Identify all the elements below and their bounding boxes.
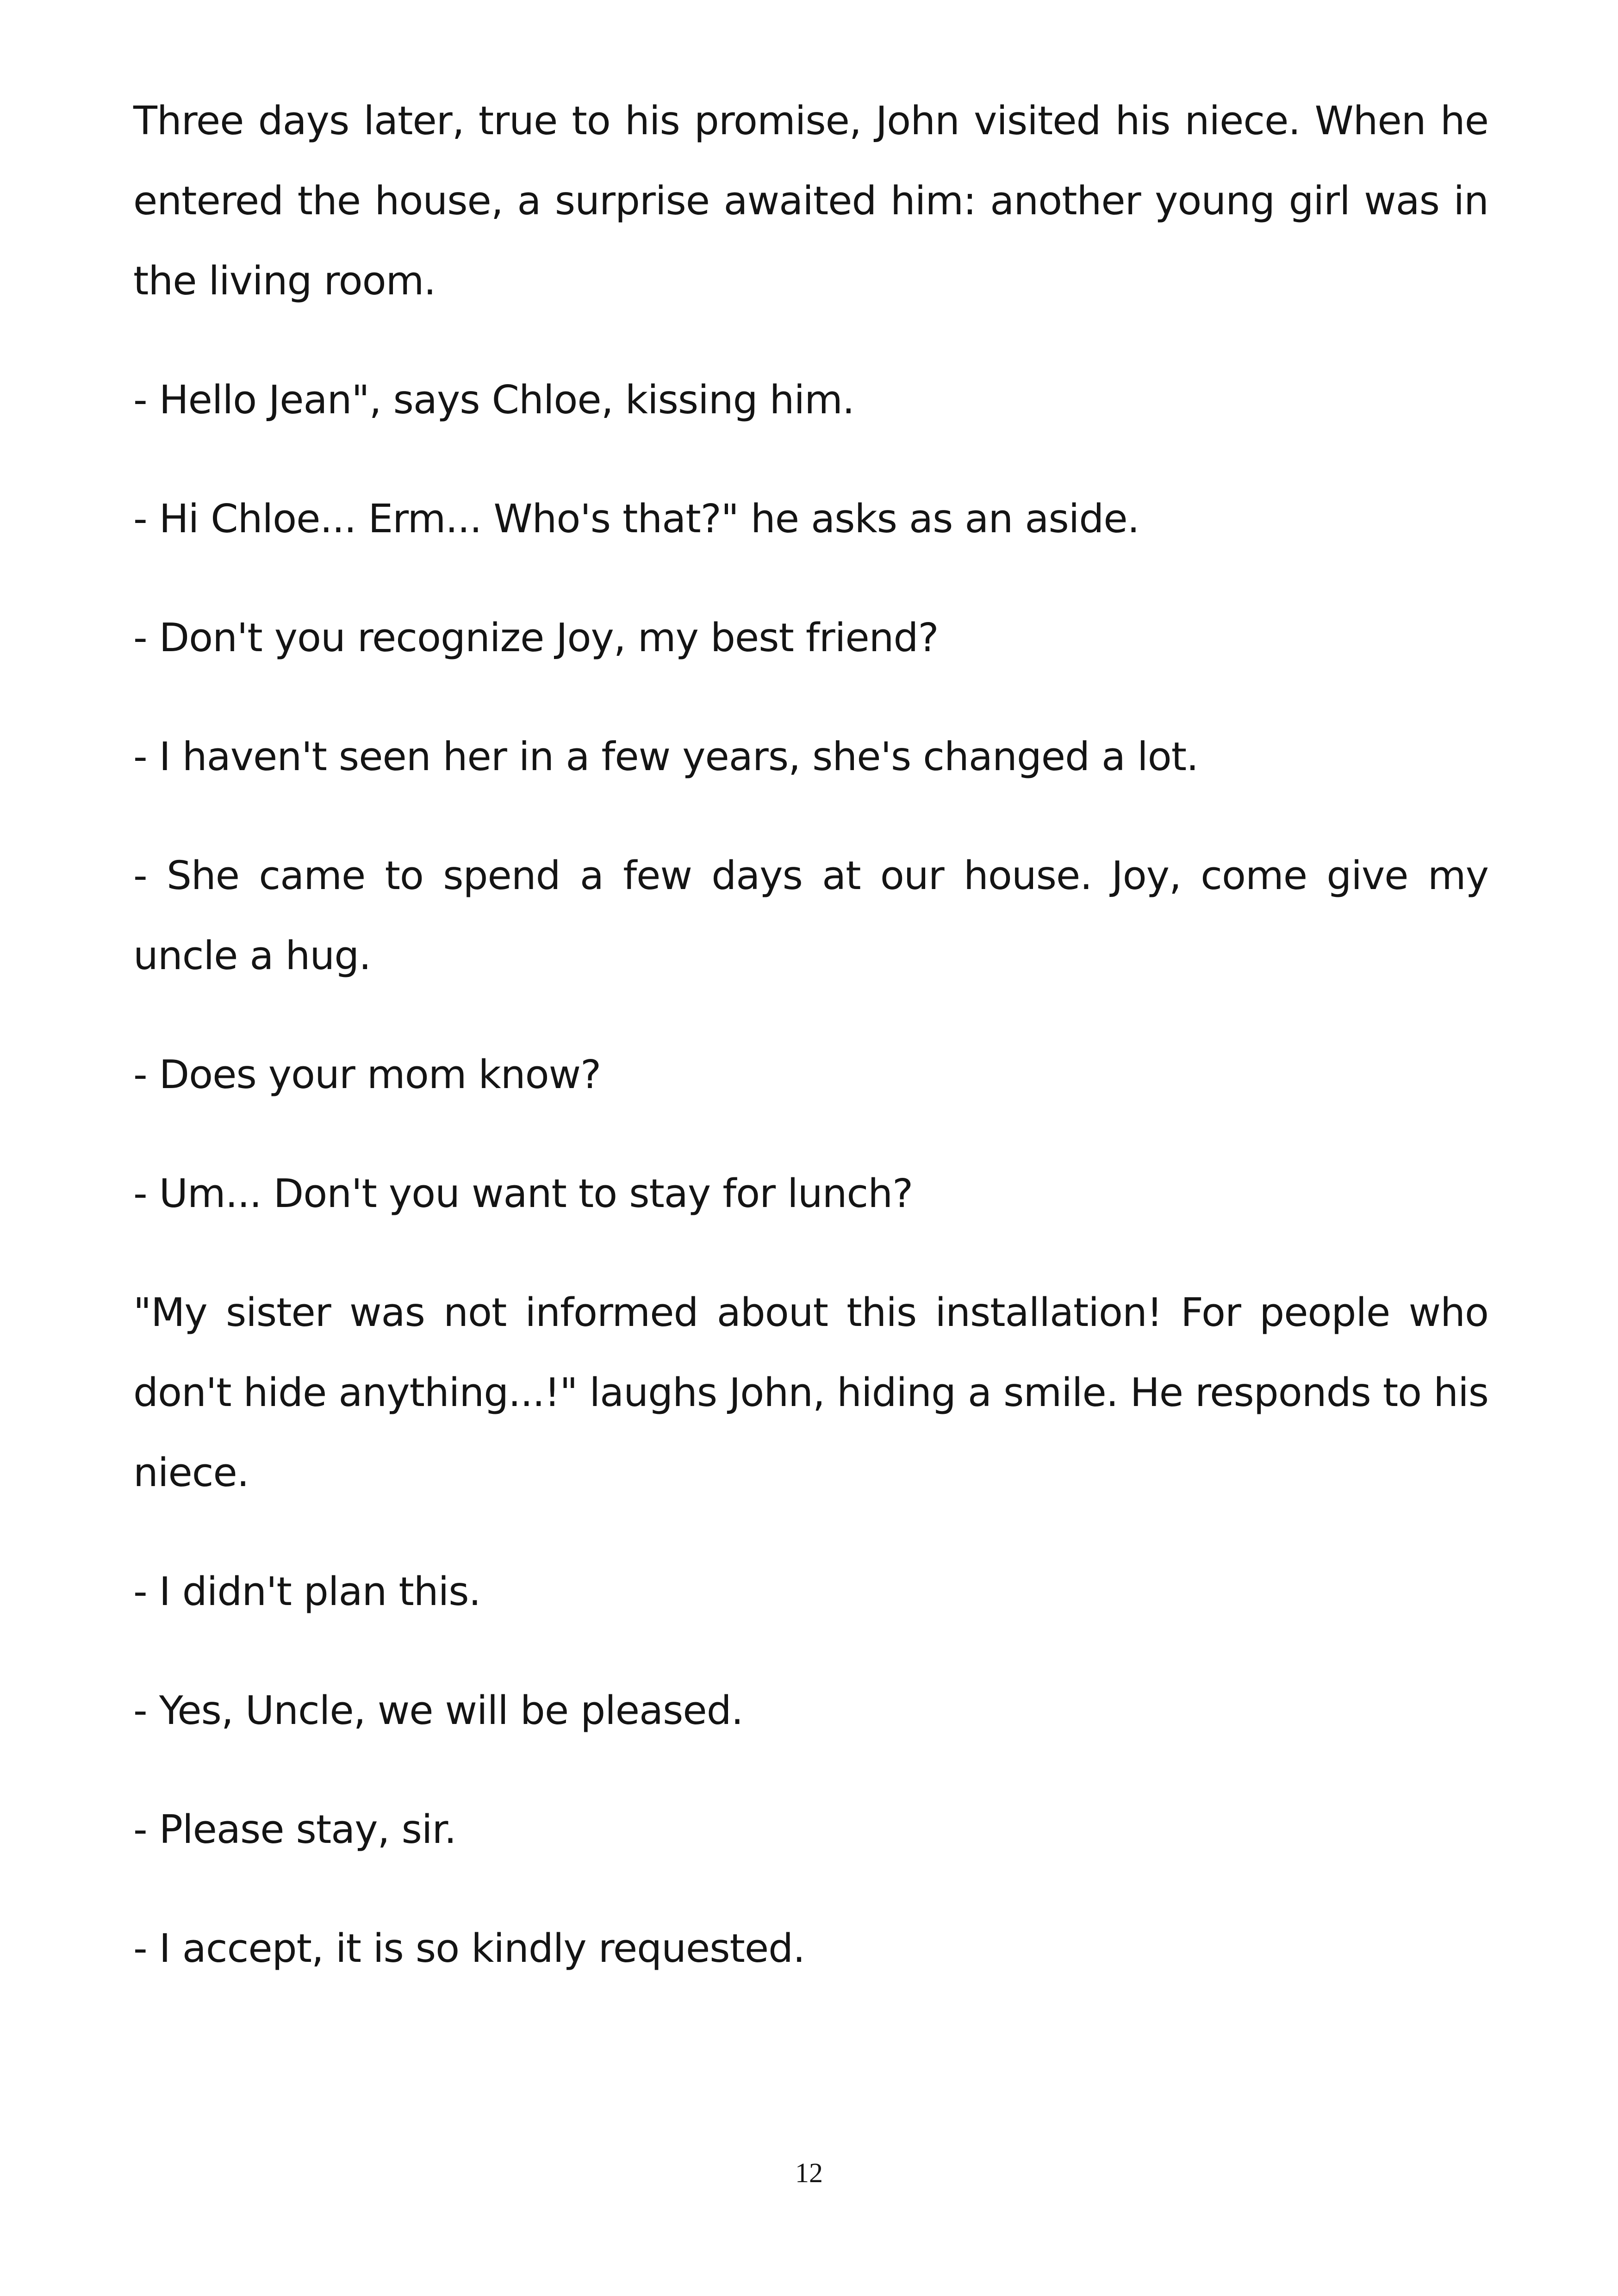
dialogue-line: - I haven't seen her in a few years, she's changed a lot. [133, 734, 1199, 780]
paragraph-narration-intro: Three days later, true to his promise, John visited his niece. When he entered the house, a surprise awaited him: another young girl was in the living room. [133, 98, 1488, 304]
dialogue-line: - She came to spend a few days at our house. Joy, come give my uncle a hug. [133, 853, 1488, 979]
body-text [133, 81, 1488, 2028]
dialogue-line: - Does your mom know? [133, 1052, 601, 1098]
dialogue-line: - Don't you recognize Joy, my best friend? [133, 615, 939, 661]
paragraph-narration: "My sister was not informed about this installation! For people who don't hide anything...!" laughs John, hiding a smile. He responds to his niece. [133, 1290, 1488, 1496]
page-number: 12 [795, 2158, 823, 2188]
dialogue-line: - Um... Don't you want to stay for lunch? [133, 1171, 913, 1217]
dialogue-line: - I didn't plan this. [133, 1569, 481, 1615]
dialogue-line: - Hi Chloe... Erm... Who's that?" he asks as an aside. [133, 496, 1139, 542]
dialogue-line: - I accept, it is so kindly requested. [133, 1926, 805, 1972]
dialogue-line: - Please stay, sir. [133, 1807, 456, 1853]
dialogue-line: - Yes, Uncle, we will be pleased. [133, 1688, 743, 1734]
dialogue-line: - Hello Jean", says Chloe, kissing him. [133, 377, 854, 423]
